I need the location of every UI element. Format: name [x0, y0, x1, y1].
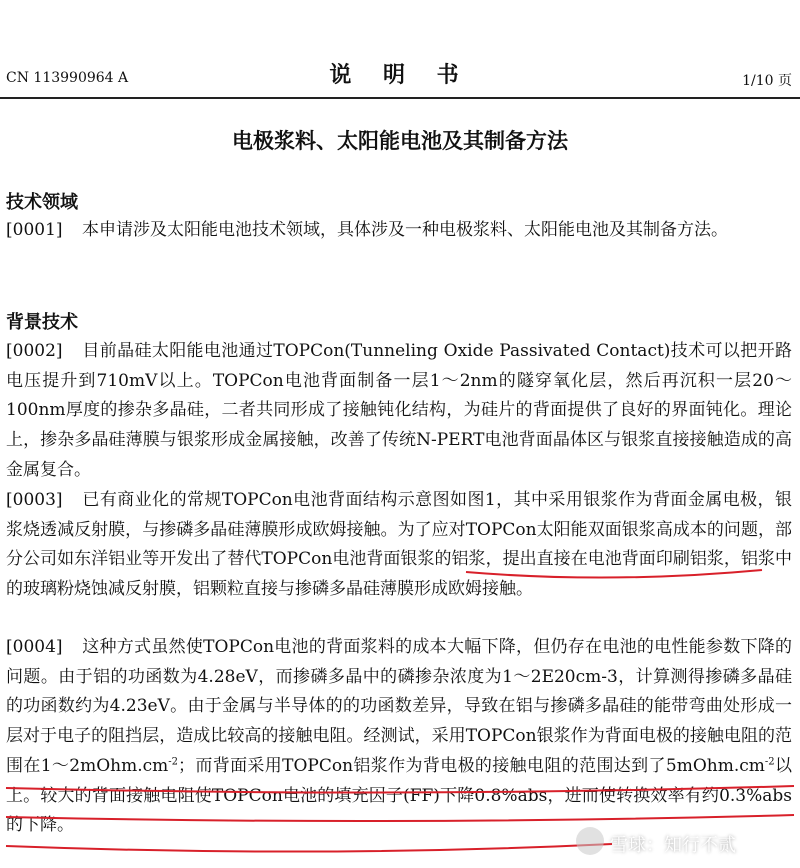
- highlighted-text: 替代TOPCon电池背面银浆的铝浆: [227, 549, 486, 570]
- paragraph-text: 本申请涉及太阳能电池技术领域，具体涉及一种电极浆料、太阳能电池及其制备方法。: [82, 220, 728, 240]
- page-header: [0, 58, 800, 92]
- paragraph-text: ，提出直接在电池背面印刷铝浆，铝浆中的玻璃粉烧蚀减反射膜，铝颗粒直接与掺磷多晶硅薄膜形成欧姆接触。: [6, 549, 793, 600]
- paragraph-id: [0004]: [6, 637, 63, 657]
- paragraph-0001: [6, 216, 792, 246]
- paragraph-text: ；而背面采用TOPCon铝浆作为背电极的接触电阻的范围达到了5mOhm.cm: [178, 755, 765, 776]
- superscript: -2: [168, 756, 178, 768]
- document-type: 说 明 书: [329, 62, 471, 88]
- header-rule: [0, 97, 800, 99]
- paragraph-text: 以上。较大的背面接触电阻使TOPCon电池的填充因子(FF)下降0.8%abs，进而使转换效率有约0.3%abs的下降。: [6, 755, 792, 836]
- patent-title: 电极浆料、太阳能电池及其制备方法: [232, 128, 568, 153]
- page-number: 1/10 页: [742, 73, 792, 89]
- section-heading-tech-field: 技术领域: [6, 192, 78, 213]
- paragraph-0004: [6, 633, 792, 841]
- paragraph-0002: [6, 337, 792, 486]
- paragraph-id: [0002]: [6, 341, 63, 361]
- section-heading-background: 背景技术: [6, 312, 78, 333]
- paragraph-id: [0003]: [6, 490, 63, 510]
- patent-number: CN 113990964 A: [6, 70, 129, 86]
- superscript: -2: [764, 756, 775, 768]
- paragraph-text: 目前晶硅太阳能电池通过TOPCon(Tunneling Oxide Passivated Contact)技术可以把开路电压提升到710mV以上。TOPCon电池背面制备一层1～2nm的隧穿氧化层，然后再沉积一层20～100nm厚度的掺杂多晶硅，二者共同形成了接触钝化结构，为硅片的背面提供了良好的界面钝化。理论上，掺杂多晶硅薄膜与银浆形成金属接触，改善了传统N-PERT电池背面晶体区与银浆直接接触造成的高金属复合。: [6, 341, 792, 480]
- paragraph-id: [0001]: [6, 220, 63, 240]
- snowball-logo-icon: [576, 827, 604, 855]
- paragraph-text: 已有商业化的常规TOPCon电池背面结构示意图如图1，其中采用银浆作为背面金属电极，银浆烧透减反射膜，与掺磷多晶硅薄膜形成欧姆接触。为了应对TOPCon太阳能双面银浆高成本的问题，部分公司如东洋铝业等开发出了: [6, 490, 792, 570]
- underline-annotation: [6, 844, 612, 852]
- paragraph-text: 这种方式虽然使TOPCon电池的背面浆料的成本大幅下降，但仍存在电池的电性能参数下降的问题。由于铝的功函数为4.28eV，而掺磷多晶中的磷掺杂浓度为1～2E20cm-3，计算测得掺磷多晶硅的功函数约为4.23eV。由于金属与半导体的的功函数差异，导致在铝与掺磷多晶硅的能带弯曲处形成一层对于电子的阻挡层，造成比较高的接触电阻。经测试，采用TOPCon银浆作为背面电极的接触电阻的范围在1～2mOhm.cm: [6, 637, 792, 776]
- watermark: [576, 823, 786, 863]
- paragraph-0003: [6, 486, 792, 605]
- watermark-text: 雪球：知行不贰: [610, 835, 736, 856]
